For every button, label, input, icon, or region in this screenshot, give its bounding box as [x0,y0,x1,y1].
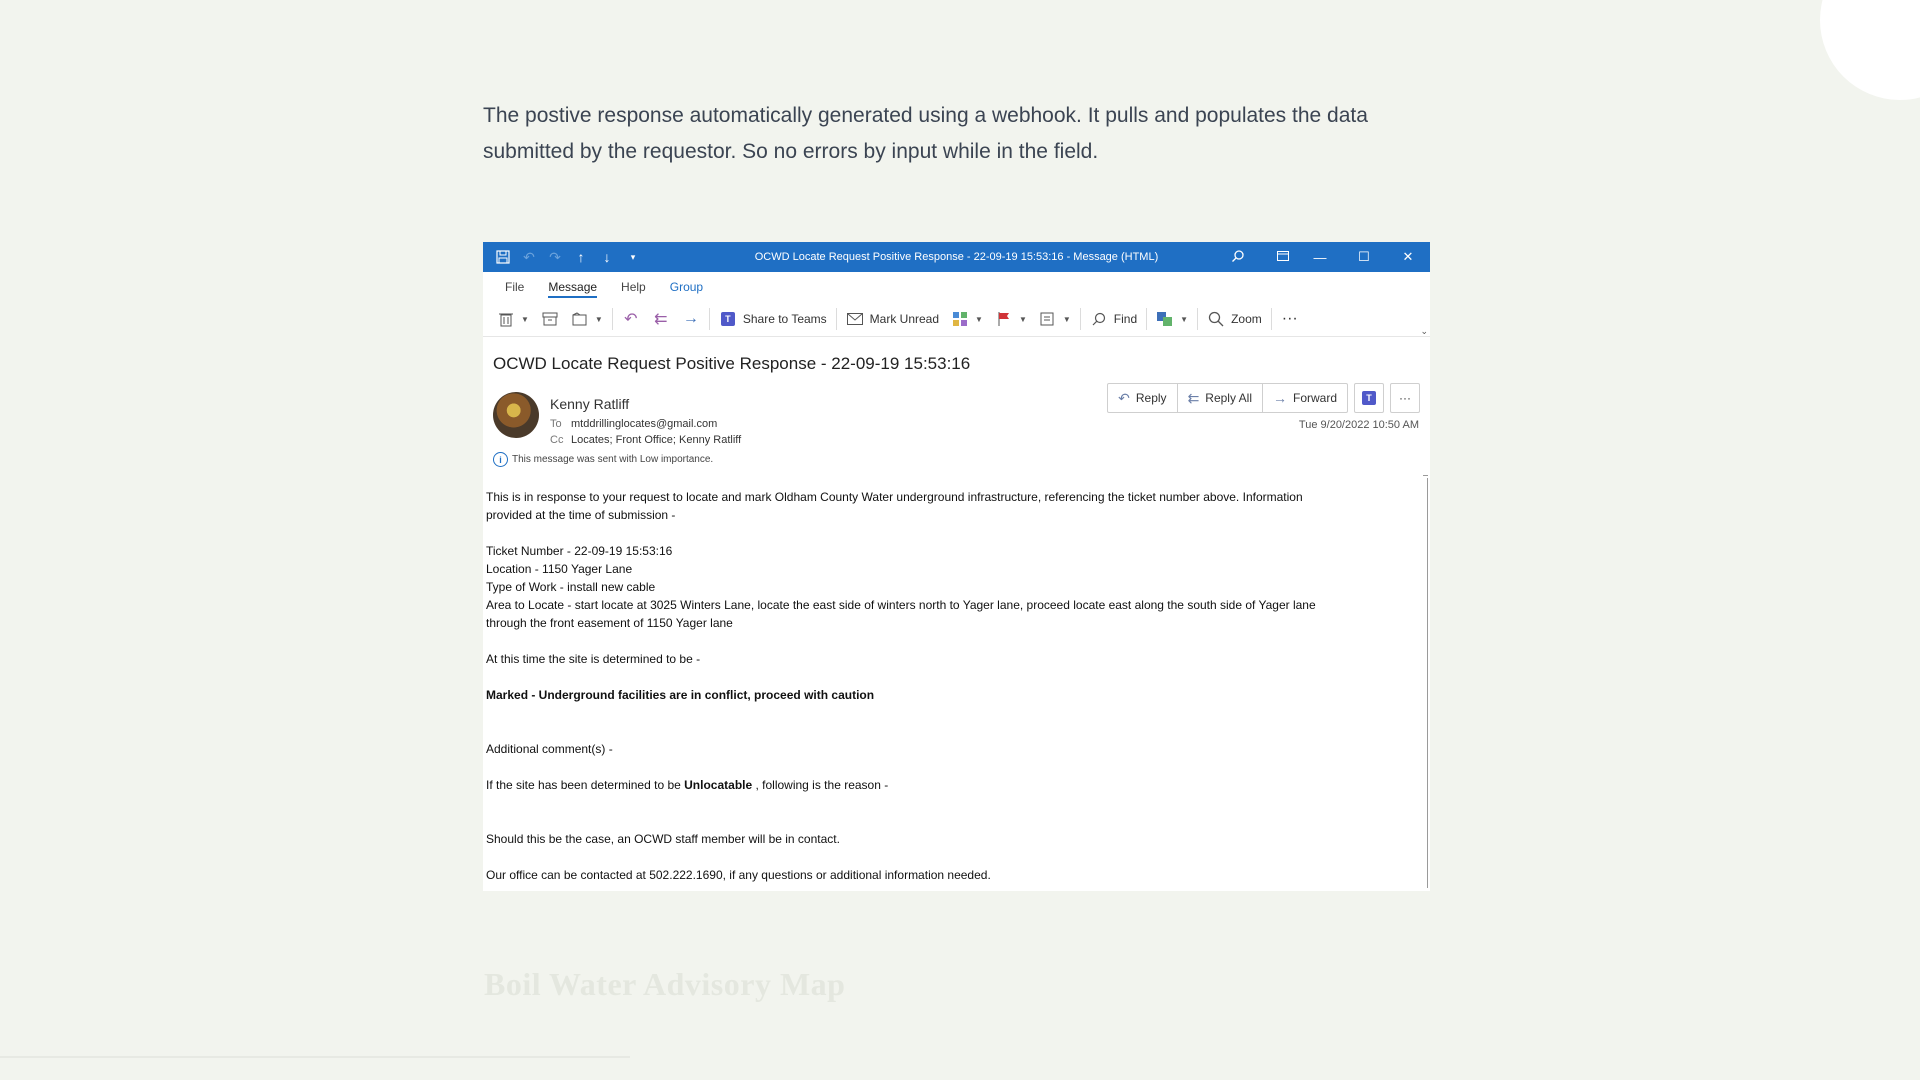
cc-recipients[interactable]: Locates; Front Office; Kenny Ratliff [571,434,742,446]
policy-button[interactable] [1033,304,1077,334]
to-label: To [550,418,562,430]
chevron-down-icon[interactable]: ▼ [1180,314,1189,324]
more-commands-button[interactable] [1275,304,1305,334]
ribbon-divider [1197,308,1198,330]
policy-icon [1039,310,1057,328]
follow-up-button[interactable] [989,304,1033,334]
move-folder-icon [571,310,589,328]
categorize-button[interactable] [945,304,989,334]
ribbon-divider [612,308,613,330]
tab-help[interactable]: Help [621,280,646,294]
ribbon-display-icon[interactable] [1276,249,1290,266]
ribbon-divider [836,308,837,330]
cc-label: Cc [550,434,564,446]
info-icon: i [493,452,508,467]
body-paragraph: This is in response to your request to locate and mark Oldham County Water underground infrastructure, referencing the ticket number above. Information [486,490,1303,504]
forward-ribbon-button[interactable] [676,304,706,334]
translate-button[interactable] [1150,304,1194,334]
window-title: OCWD Locate Request Positive Response - 22-09-19 15:53:16 - Message (HTML) [754,251,1159,263]
location: Location - 1150 Yager Lane [486,562,633,576]
teams-share-button[interactable] [1354,383,1384,413]
tab-file[interactable]: File [505,280,525,294]
more-actions-button[interactable] [1390,383,1420,413]
reply-icon: ↶ [624,311,638,328]
ribbon-divider [1080,308,1081,330]
intro-line-1: The postive response automatically generated using a webhook. It pulls and populates the data [483,104,1368,127]
cc-line [550,434,741,446]
contact-line: Should this be the case, an OCWD staff member will be in contact. [486,832,840,846]
next-item-icon[interactable]: ↓ [603,249,611,265]
tab-message[interactable]: Message [536,272,609,302]
reply-icon: ↶ [1118,389,1130,406]
reply-all-label: Reply All [1205,391,1252,405]
reply-button[interactable] [1108,384,1177,412]
redo-icon[interactable]: ↷ [549,248,561,265]
customize-toolbar-icon[interactable]: ▾ [630,251,636,262]
importance-notice [493,452,713,467]
translate-icon [1156,310,1174,328]
forward-label: Forward [1292,391,1337,405]
determination-status [486,686,1386,704]
unlocatable-suffix: , following is the reason - [752,778,889,792]
additional-comments: Additional comment(s) - [486,742,613,756]
reply-all-ribbon-button[interactable] [646,304,676,334]
corner-decoration [1820,0,1920,100]
minimize-button[interactable]: — [1313,249,1327,265]
avatar [493,392,539,438]
message-date: Tue 9/20/2022 10:50 AM [1298,419,1419,431]
forward-icon: → [682,310,699,327]
ribbon-toolbar [483,302,1430,337]
more-icon: ··· [1399,391,1411,405]
area-to-locate-cont: through the front easement of 1150 Yager lane [486,616,733,630]
mark-unread-button[interactable] [840,304,945,334]
delete-button[interactable] [491,304,535,334]
reply-all-icon: ⇇ [654,311,668,328]
teams-icon: T [719,310,737,328]
chevron-down-icon[interactable]: ▼ [1018,314,1027,324]
chevron-down-icon[interactable]: ▼ [521,314,529,324]
maximize-button[interactable]: ☐ [1358,249,1370,264]
chevron-down-icon[interactable]: ▼ [1062,314,1071,324]
office-line: Our office can be contacted at 502.222.1690, if any questions or additional information needed. [486,868,991,882]
undo-icon[interactable]: ↶ [523,248,535,265]
forward-button[interactable] [1263,384,1347,412]
outlook-message-window [483,242,1430,891]
teams-icon: T [1362,391,1376,405]
trash-icon [497,310,515,328]
reply-label: Reply [1135,391,1167,405]
ribbon-divider [1271,308,1272,330]
reply-action-group [1107,383,1348,413]
envelope-icon [846,310,864,328]
find-label: Find [1113,312,1138,326]
type-of-work: Type of Work - install new cable [486,580,656,594]
sender-name[interactable]: Kenny Ratliff [550,396,630,412]
importance-text: This message was sent with Low importance. [512,454,714,465]
menu-bar [483,272,1430,302]
ribbon-divider [1146,308,1147,330]
search-icon [1090,310,1108,328]
save-icon[interactable] [495,249,511,265]
archive-icon [541,310,559,328]
bottom-divider [0,1056,630,1058]
to-recipient[interactable]: mtddrillinglocates@gmail.com [571,418,718,430]
flag-icon [995,310,1013,328]
zoom-label: Zoom [1231,312,1262,326]
unlocatable-bold: Unlocatable [684,778,753,792]
archive-button[interactable] [535,304,565,334]
share-to-teams-button[interactable] [713,304,833,334]
find-button[interactable] [1084,304,1143,334]
reply-ribbon-button[interactable] [616,304,646,334]
body-paragraph: provided at the time of submission - [486,508,676,522]
chevron-down-icon[interactable]: ▼ [975,314,983,324]
tab-group[interactable]: Group [669,280,704,294]
ribbon-divider [709,308,710,330]
reply-all-icon: ⇇ [1187,389,1200,406]
unlocatable-prefix: If the site has been determined to be [486,778,685,792]
quick-access-toolbar [483,249,641,265]
zoom-button[interactable] [1201,304,1268,334]
close-button[interactable]: ✕ [1402,249,1414,264]
unlocatable-line [486,776,1386,794]
ribbon-expand-icon[interactable]: ⌄ [1420,326,1428,336]
marked-status: Marked - Underground facilities are in conflict, proceed with caution [486,688,875,702]
scrollbar-cap [1423,475,1428,476]
next-section-heading: Boil Water Advisory Map [484,966,846,1002]
move-button[interactable] [565,304,609,334]
to-line [550,418,717,430]
message-body [486,488,1386,884]
determination-intro: At this time the site is determined to be - [486,652,701,666]
ticket-number: Ticket Number - 22-09-19 15:53:16 [486,544,673,558]
category-grid-icon [951,310,969,328]
intro-line-2: submitted by the requestor. So no errors by input while in the field. [483,140,1099,163]
search-icon[interactable] [1231,249,1245,266]
mark-unread-label: Mark Unread [869,312,940,326]
previous-item-icon[interactable]: ↑ [577,249,585,265]
intro-paragraph [483,98,1433,170]
share-to-teams-label: Share to Teams [742,312,827,326]
message-actions [1107,383,1420,413]
forward-icon: → [1272,390,1287,406]
message-subject: OCWD Locate Request Positive Response - 22-09-19 15:53:16 [493,354,971,373]
area-to-locate: Area to Locate - start locate at 3025 Winters Lane, locate the east side of winters north to Yager lane, proceed locate east along the south side of Yager lane [486,598,1316,612]
chevron-down-icon[interactable]: ▼ [594,314,603,324]
title-bar [483,242,1430,272]
reply-all-button[interactable] [1178,384,1263,412]
zoom-icon [1207,310,1225,328]
scrollbar[interactable] [1427,478,1428,888]
more-icon: ··· [1281,310,1298,327]
